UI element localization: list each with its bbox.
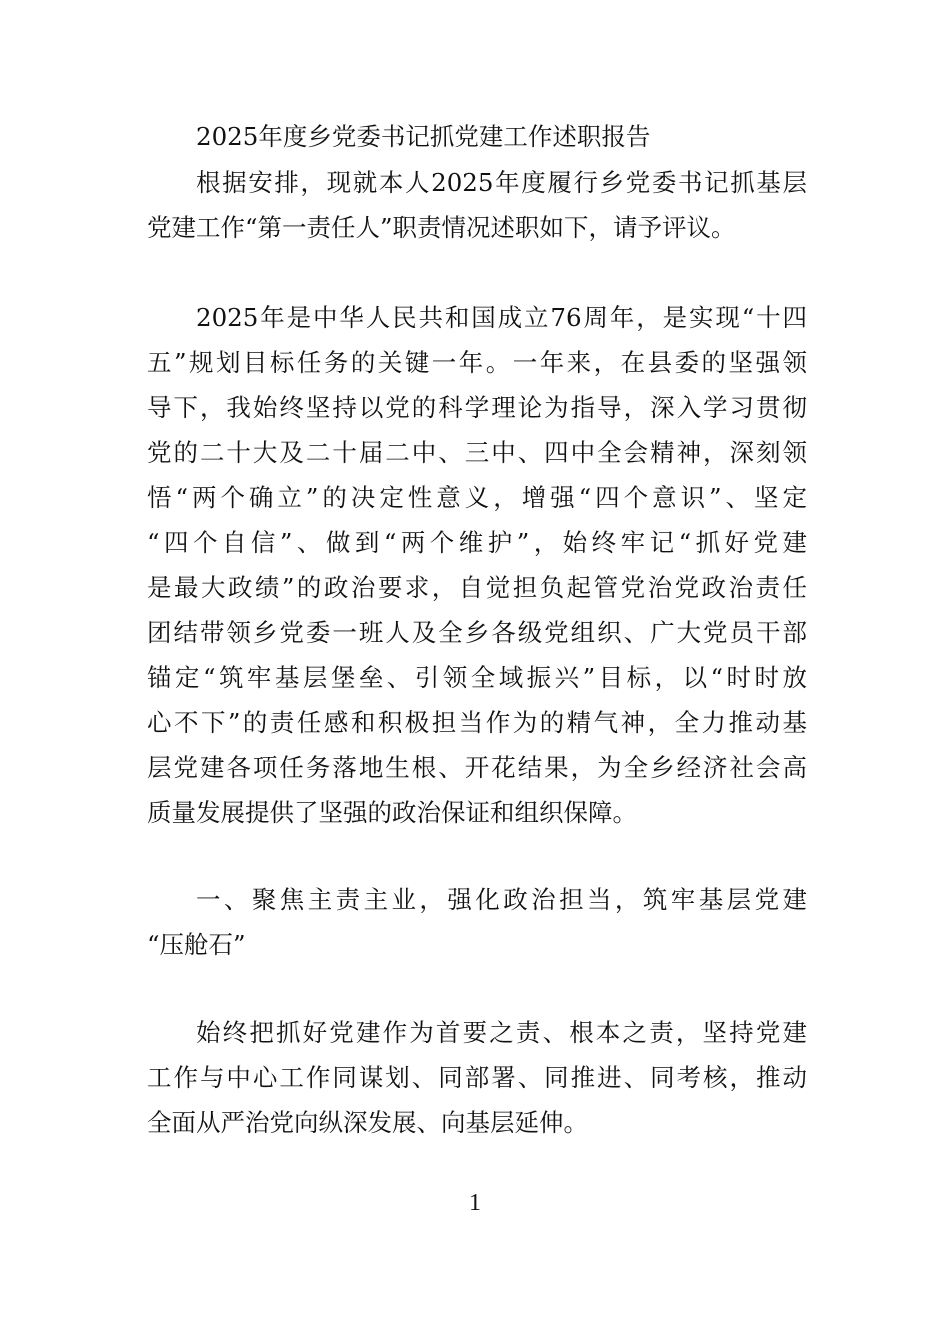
- section1-body-line-2: 工作与中心工作同谋划、同部署、同推进、同考核，推动: [147, 1063, 807, 1092]
- overview-line-9: 锚定“筑牢基层堡垒、引领全域振兴”目标，以“时时放: [147, 663, 807, 692]
- overview-line-3: 导下，我始终坚持以党的科学理论为指导，深入学习贯彻: [147, 393, 807, 422]
- document-title: 2025年度乡党委书记抓党建工作述职报告: [196, 122, 651, 151]
- overview-line-8: 团结带领乡党委一班人及全乡各级党组织、广大党员干部: [147, 618, 807, 647]
- overview-line-12: 质量发展提供了坚强的政治保证和组织保障。: [147, 798, 637, 827]
- overview-line-5: 悟“两个确立”的决定性意义，增强“四个意识”、坚定: [147, 483, 807, 512]
- overview-line-6: “四个自信”、做到“两个维护”，始终牢记“抓好党建: [147, 528, 807, 557]
- overview-line-11: 层党建各项任务落地生根、开花结果，为全乡经济社会高: [147, 753, 807, 782]
- section1-heading-line-1: 一、聚焦主责主业，强化政治担当，筑牢基层党建: [196, 885, 807, 914]
- intro-line-1: 根据安排，现就本人2025年度履行乡党委书记抓基层: [196, 168, 807, 197]
- overview-line-1: 2025年是中华人民共和国成立76周年，是实现“十四: [196, 303, 807, 332]
- section1-body-line-1: 始终把抓好党建作为首要之责、根本之责，坚持党建: [196, 1018, 807, 1047]
- overview-line-10: 心不下”的责任感和积极担当作为的精气神，全力推动基: [147, 708, 807, 737]
- intro-line-2: 党建工作“第一责任人”职责情况述职如下，请予评议。: [147, 213, 736, 242]
- section1-body-line-3: 全面从严治党向纵深发展、向基层延伸。: [147, 1108, 588, 1137]
- overview-line-4: 党的二十大及二十届二中、三中、四中全会精神，深刻领: [147, 438, 807, 467]
- overview-line-2: 五”规划目标任务的关键一年。一年来，在县委的坚强领: [147, 348, 807, 377]
- page-number: 1: [469, 1190, 481, 1216]
- overview-line-7: 是最大政绩”的政治要求，自觉担负起管党治党政治责任: [147, 573, 807, 602]
- section1-heading-line-2: “压舱石”: [147, 930, 246, 959]
